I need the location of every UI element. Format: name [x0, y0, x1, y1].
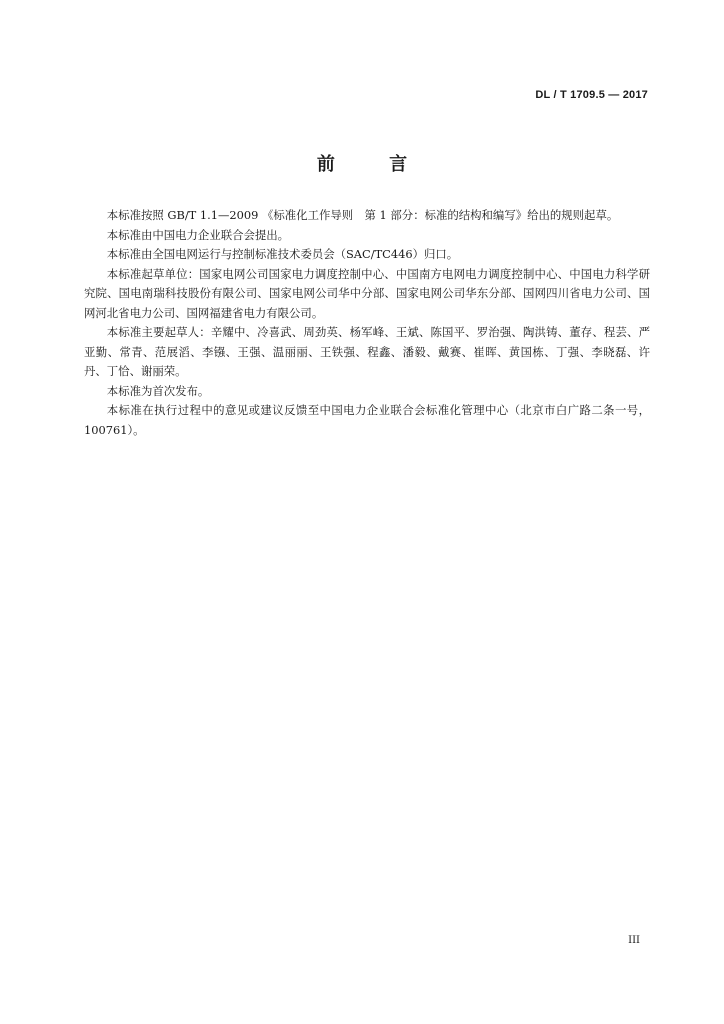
- paragraph-committee: 本标准由全国电网运行与控制标准技术委员会（SAC/TC446）归口。: [106, 247, 459, 261]
- page-title: 前 言: [316, 154, 432, 175]
- foreword-body: [84, 206, 650, 440]
- paragraph-first-release: 本标准为首次发布。: [106, 383, 210, 398]
- paragraph-drafting-rules: 本标准按照 GB/T 1.1—2009 《标准化工作导则 第 1 部分：标准的结构和编写》给出的规则起草。: [106, 208, 619, 222]
- paragraph-main-drafters: 本标准主要起草人：辛耀中、冷喜武、周劲英、杨军峰、王斌、陈国平、罗治强、陶洪铸、董存、程芸、严亚勤、常青、范展滔、李镪、王强、温丽丽、王铁强、程鑫、潘毅、戴赛、崔晖、黄国栋、丁强、李晓磊、许丹、丁恰、谢丽荣。: [84, 325, 650, 378]
- document-code: DL / T 1709.5 — 2017: [535, 89, 648, 101]
- page-number: III: [628, 935, 640, 946]
- paragraph-feedback: 本标准在执行过程中的意见或建议反馈至中国电力企业联合会标准化管理中心（北京市白广路二条一号，100761）。: [84, 403, 650, 437]
- paragraph-drafting-units: 本标准起草单位：国家电网公司国家电力调度控制中心、中国南方电网电力调度控制中心、中国电力科学研究院、国电南瑞科技股份有限公司、国家电网公司华中分部、国家电网公司华东分部、国网四川省电力公司、国网河北省电力公司、国网福建省电力有限公司。: [84, 266, 650, 320]
- paragraph-proposer: 本标准由中国电力企业联合会提出。: [106, 227, 290, 242]
